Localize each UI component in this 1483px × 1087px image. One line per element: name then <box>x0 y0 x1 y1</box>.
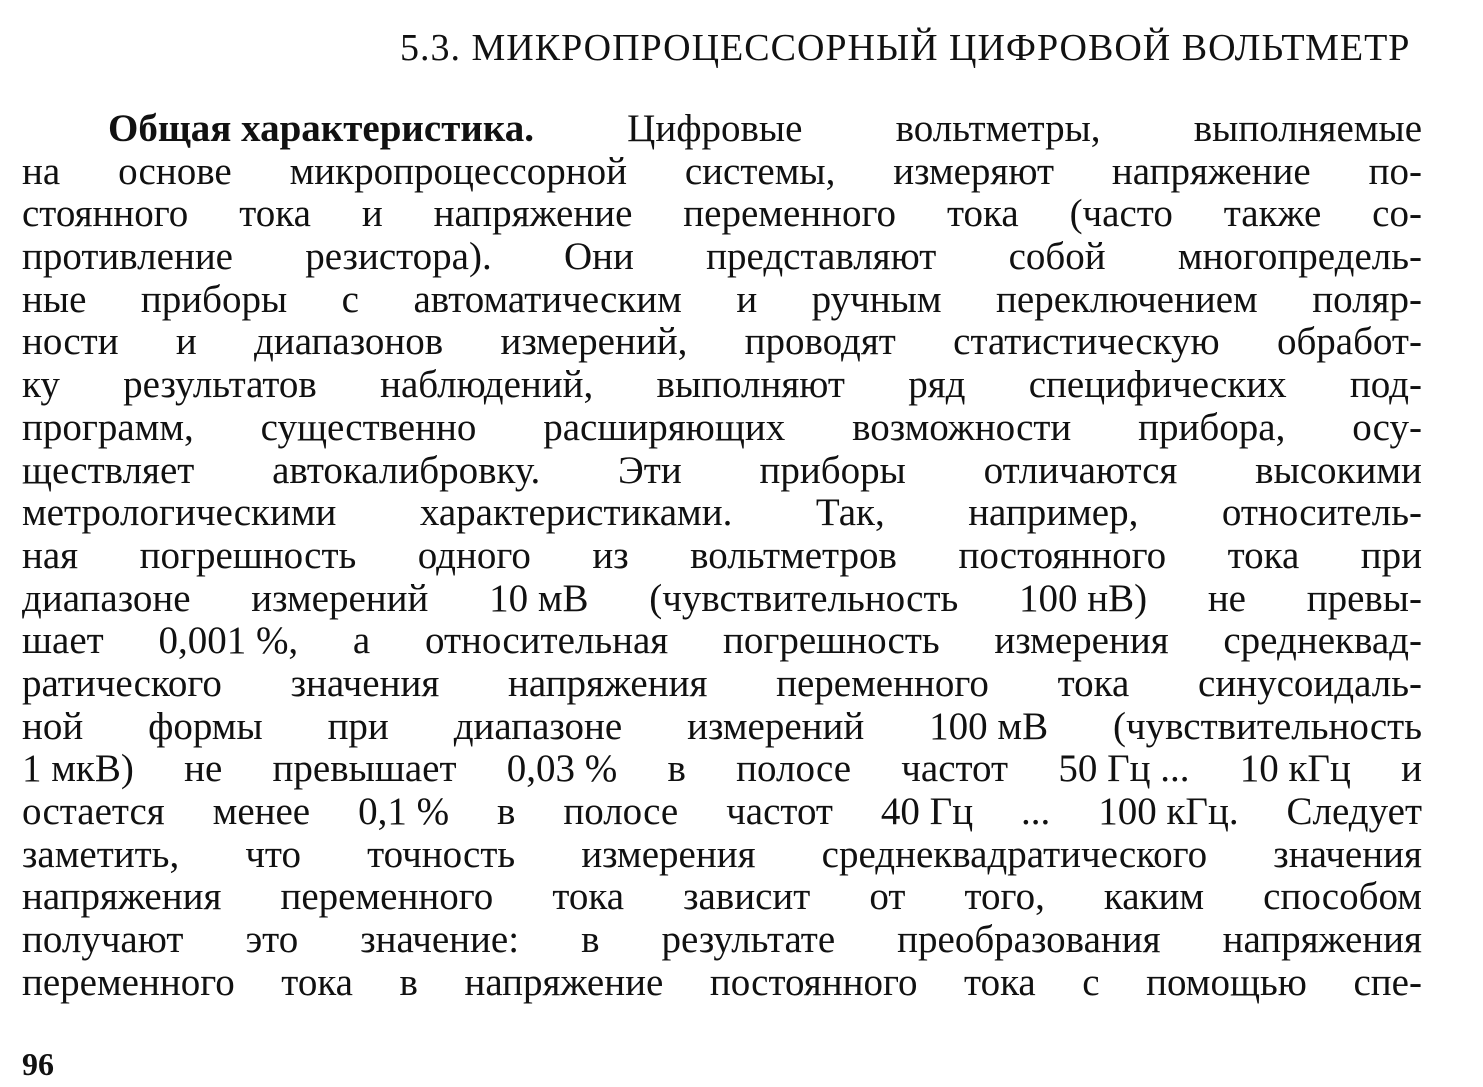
word: тока <box>964 960 1036 1004</box>
word: ные <box>22 277 87 321</box>
word: тока <box>239 192 311 236</box>
word: метрологическими <box>22 491 337 535</box>
word: переключением <box>996 277 1258 321</box>
word: ной <box>22 704 84 748</box>
word: что <box>245 832 301 876</box>
word: и <box>175 320 197 364</box>
word: в <box>667 747 686 791</box>
word: 100 мВ <box>929 704 1049 748</box>
word: с <box>341 277 359 321</box>
word: ратического <box>22 661 222 705</box>
word: вольтметры, <box>895 107 1101 150</box>
word: при <box>1360 533 1422 577</box>
word: также <box>1223 192 1322 236</box>
word: в <box>497 790 516 833</box>
word: в <box>399 960 418 1004</box>
text-line <box>22 108 1422 151</box>
word: 0,001 %, <box>158 619 299 663</box>
word: Цифровые <box>627 107 803 150</box>
text-line <box>22 834 1422 877</box>
word: относитель- <box>1221 491 1422 535</box>
word: переменного <box>776 661 989 705</box>
word: тока <box>281 960 353 1004</box>
word: представляют <box>706 235 937 279</box>
word: ществляет <box>22 448 195 492</box>
word: напряжение <box>464 960 664 1004</box>
word: 100 кГц. <box>1098 790 1239 833</box>
word: не <box>184 747 223 791</box>
word: отличаются <box>983 448 1178 492</box>
text-line <box>22 151 1422 194</box>
word: тока <box>1057 661 1130 705</box>
word: на <box>22 149 61 193</box>
word: постоянного <box>709 960 918 1004</box>
text-line <box>22 748 1422 791</box>
word: а <box>352 619 371 663</box>
word: программ, <box>22 405 194 449</box>
word: напряжения <box>22 875 222 919</box>
word: поляр- <box>1312 277 1422 321</box>
word: Так, <box>815 491 885 535</box>
text-line <box>22 535 1422 578</box>
word: превышает <box>272 747 457 791</box>
word: ности <box>22 320 119 364</box>
word: измерения <box>994 619 1169 663</box>
word: каким <box>1103 875 1205 919</box>
text-line <box>22 279 1422 322</box>
word: не <box>1207 576 1246 620</box>
word: погрешность <box>139 533 357 577</box>
word: измерения <box>581 832 756 876</box>
word: прибора, <box>1138 405 1286 449</box>
word: 0,03 % <box>506 747 618 791</box>
word: ряд <box>908 363 966 407</box>
text-line <box>22 236 1422 279</box>
word: собой <box>1008 235 1106 279</box>
word: в <box>581 918 600 962</box>
word: с <box>1082 960 1100 1004</box>
word: напряжения <box>1222 918 1422 962</box>
word: менее <box>212 790 311 833</box>
word: выполняемые <box>1193 107 1422 150</box>
word: приборы <box>759 448 906 492</box>
word: стоянного <box>22 192 189 236</box>
word: результате <box>661 918 836 962</box>
word: высокими <box>1255 448 1422 492</box>
text-line <box>22 407 1422 450</box>
word: переменного <box>22 960 235 1004</box>
word: зависит <box>683 875 811 919</box>
word: тока <box>946 192 1019 236</box>
word: противление <box>22 235 233 279</box>
word: Следует <box>1286 790 1422 833</box>
word: системы, <box>684 149 836 193</box>
text-line <box>22 706 1422 749</box>
text-line <box>22 876 1422 919</box>
word: из <box>592 533 629 577</box>
word: синусоидаль- <box>1198 661 1422 705</box>
word: постоянного <box>958 533 1167 577</box>
word: (чувствительность <box>1112 704 1422 748</box>
word: значения <box>290 661 440 705</box>
word: результатов <box>123 363 317 407</box>
word: шает <box>22 619 104 663</box>
word: среднеквад- <box>1223 619 1422 663</box>
word: осу- <box>1352 405 1422 449</box>
word: диапазоне <box>22 576 191 620</box>
text-line <box>22 364 1422 407</box>
word: обработ- <box>1276 320 1422 364</box>
word: ная <box>22 533 79 577</box>
word: измерений <box>251 576 429 620</box>
word: со- <box>1372 192 1422 236</box>
word: остается <box>22 790 165 833</box>
word: резистора). <box>305 235 492 279</box>
word: переменного <box>280 875 494 919</box>
word: среднеквадратического <box>821 832 1208 876</box>
word: переменного <box>683 192 897 236</box>
word: частот <box>726 790 833 833</box>
word: и <box>736 277 758 321</box>
word: при <box>327 704 389 748</box>
word: основе <box>118 149 232 193</box>
word: измерений, <box>500 320 688 364</box>
word: напряжения <box>508 661 708 705</box>
word: заметить, <box>22 832 180 876</box>
word: 50 Гц ... <box>1058 747 1190 791</box>
text-line <box>22 193 1422 236</box>
text-line <box>22 492 1422 535</box>
word: и <box>361 192 383 236</box>
page-number: 96 <box>22 1046 54 1082</box>
word: Они <box>563 235 634 279</box>
word: тока <box>1227 533 1300 577</box>
word: диапазонов <box>254 320 444 364</box>
word: способом <box>1263 875 1422 919</box>
word: формы <box>148 704 263 748</box>
word: одного <box>417 533 531 577</box>
word: микропроцессорной <box>289 149 627 193</box>
text-line <box>22 620 1422 663</box>
word: полосе <box>563 790 679 833</box>
word: 1 мкВ) <box>22 747 134 791</box>
word: наблюдений, <box>380 363 594 407</box>
word: ку <box>22 363 60 407</box>
word: многопредель- <box>1177 235 1422 279</box>
word: напряжение <box>433 192 633 236</box>
word: значение: <box>360 918 520 962</box>
word: автоматическим <box>413 277 682 321</box>
text-line <box>22 321 1422 364</box>
running-head: 5.3. МИКРОПРОЦЕССОРНЫЙ ЦИФРОВОЙ ВОЛЬТМЕТР <box>400 27 1411 69</box>
word: (чувствительность <box>649 576 959 620</box>
word: вольтметров <box>690 533 897 577</box>
word: автокалибровку. <box>272 448 541 492</box>
word: получают <box>22 918 184 962</box>
word: того, <box>964 875 1045 919</box>
text-line <box>22 663 1422 706</box>
word: точность <box>367 832 516 876</box>
word: и <box>1401 747 1422 791</box>
word: преобразования <box>897 918 1161 962</box>
word: под- <box>1349 363 1422 407</box>
paragraph <box>22 108 1422 1004</box>
text-line <box>22 578 1422 621</box>
text-line <box>22 919 1422 962</box>
word: ручным <box>811 277 942 321</box>
text-line <box>22 791 1422 834</box>
text-line <box>22 450 1422 493</box>
word: выполняют <box>656 363 845 407</box>
word: погрешность <box>722 619 940 663</box>
word: ... <box>1021 790 1051 833</box>
word: расширяющих <box>543 405 786 449</box>
word: напряжение <box>1111 149 1311 193</box>
word: Эти <box>618 448 682 492</box>
word: частот <box>901 747 1009 791</box>
word: относительная <box>424 619 669 663</box>
word: проводят <box>744 320 896 364</box>
word: значения <box>1273 832 1422 876</box>
word: тока <box>552 875 625 919</box>
word: 10 мВ <box>489 576 589 620</box>
word: 10 кГц <box>1239 747 1351 791</box>
word: помощью <box>1146 960 1307 1004</box>
word: 100 нВ) <box>1018 576 1148 620</box>
word: измерений <box>687 704 865 748</box>
word: спе- <box>1353 960 1422 1004</box>
word: 40 Гц <box>880 790 974 833</box>
word: 0,1 % <box>358 790 450 833</box>
word: (часто <box>1069 192 1173 236</box>
word: по- <box>1368 149 1422 193</box>
word: возможности <box>852 405 1072 449</box>
word: диапазоне <box>453 704 623 748</box>
word: превы- <box>1306 576 1422 620</box>
word: приборы <box>140 277 288 321</box>
text-line <box>22 962 1422 1005</box>
word: например, <box>968 491 1139 535</box>
lead-in-heading: Общая характеристика. <box>108 107 534 150</box>
word: это <box>245 918 299 962</box>
word: статистическую <box>953 320 1220 364</box>
word: характеристиками. <box>419 491 733 535</box>
word: полосе <box>736 747 852 791</box>
word: измеряют <box>893 149 1055 193</box>
word: существенно <box>260 405 477 449</box>
word: специфических <box>1028 363 1287 407</box>
word: от <box>869 875 906 919</box>
